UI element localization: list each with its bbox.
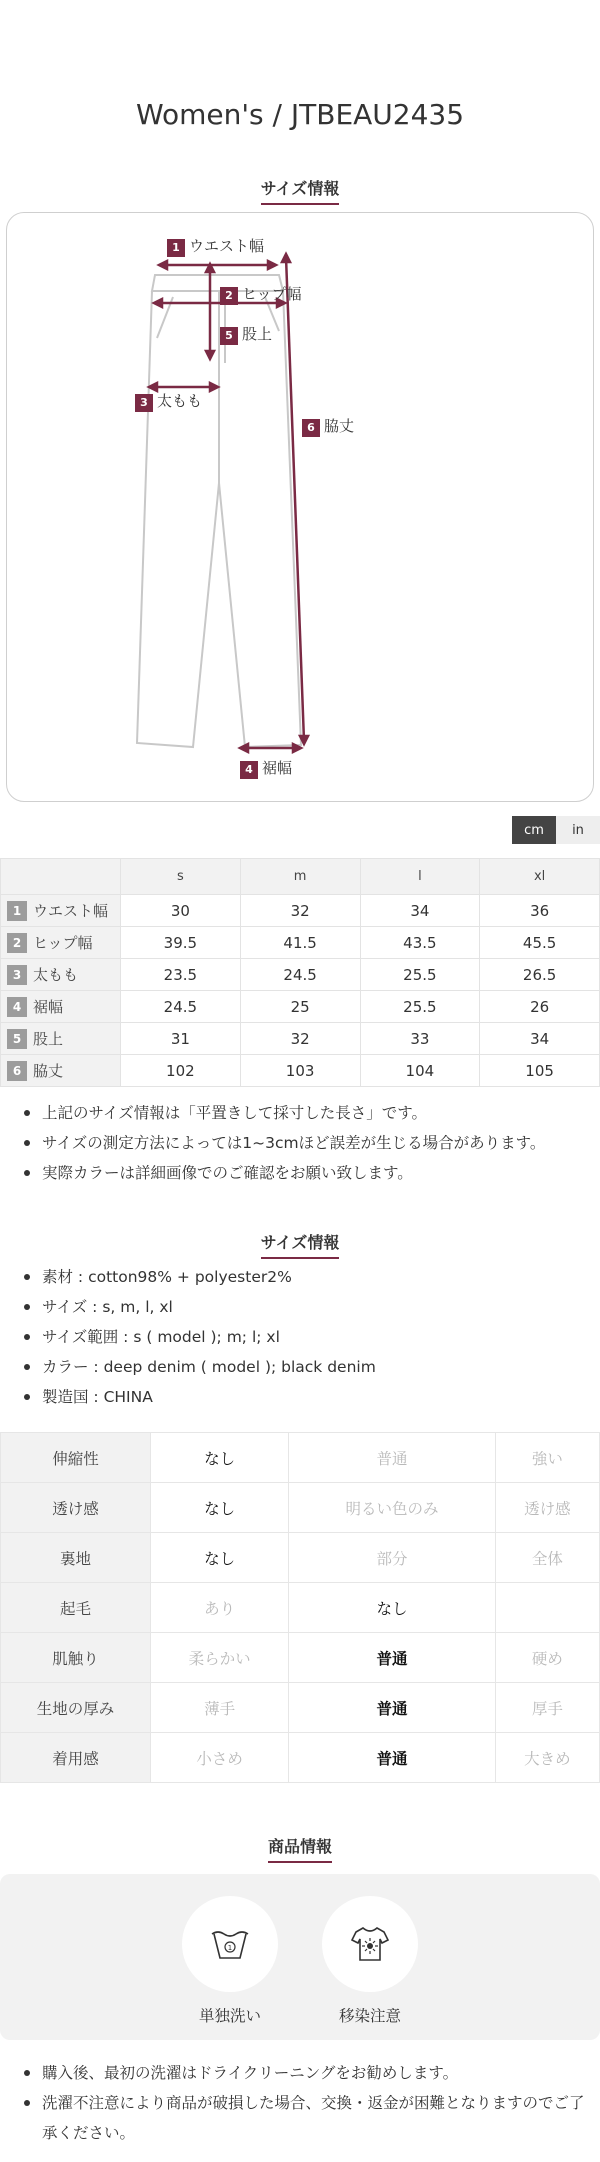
table-cell: 102	[121, 1055, 241, 1087]
property-option: 柔らかい	[151, 1633, 289, 1683]
row-label: 5 股上	[1, 1023, 121, 1055]
unit-in-button[interactable]: in	[556, 816, 600, 844]
diagram-label-hip: 2 ヒップ幅	[220, 283, 302, 305]
property-option: 小さめ	[151, 1733, 289, 1783]
table-cell: 45.5	[480, 927, 600, 959]
property-option: 強い	[495, 1433, 599, 1483]
diagram-label-hem: 4 裾幅	[240, 757, 292, 779]
table-cell: 24.5	[240, 959, 360, 991]
table-row	[1, 1633, 600, 1683]
property-option: なし	[151, 1483, 289, 1533]
property-option: 全体	[495, 1533, 599, 1583]
list-item: 洗濯不注意により商品が破損した場合、交換・返金が困難となりますのでご了承ください。	[20, 2088, 590, 2148]
property-option: なし	[151, 1533, 289, 1583]
list-item: サイズ範囲 : s ( model ); m; l; xl	[20, 1322, 590, 1352]
property-option: 薄手	[151, 1683, 289, 1733]
list-item: 上記のサイズ情報は「平置きして採寸した長さ」です。	[20, 1098, 590, 1128]
size-notes	[20, 1098, 590, 1188]
row-label: 1 ウエスト幅	[1, 895, 121, 927]
list-item: 実際カラーは詳細画像でのご確認をお願い致します。	[20, 1158, 590, 1188]
table-row	[1, 1483, 600, 1533]
product-info-list	[20, 1262, 590, 1412]
size-col-m: m	[240, 859, 360, 895]
care-item-hand-wash	[182, 1896, 278, 2026]
list-item: サイズ : s, m, l, xl	[20, 1292, 590, 1322]
unit-toggle[interactable]	[512, 816, 600, 844]
table-cell: 25.5	[360, 991, 480, 1023]
table-cell: 30	[121, 895, 241, 927]
dye-transfer-shirt-icon	[322, 1896, 418, 1992]
size-col-xl: xl	[480, 859, 600, 895]
table-cell: 34	[360, 895, 480, 927]
table-cell: 32	[240, 895, 360, 927]
table-cell: 31	[121, 1023, 241, 1055]
size-table	[0, 858, 600, 1087]
table-cell: 43.5	[360, 927, 480, 959]
fabric-properties-table	[0, 1432, 600, 1783]
size-table-corner	[1, 859, 121, 895]
care-label: 移染注意	[338, 2007, 401, 2025]
table-cell: 104	[360, 1055, 480, 1087]
table-row	[1, 1733, 600, 1783]
table-cell: 39.5	[121, 927, 241, 959]
size-col-s: s	[121, 859, 241, 895]
table-row	[1, 1533, 600, 1583]
size-section-title: サイズ情報	[0, 176, 600, 205]
property-name: 着用感	[1, 1733, 151, 1783]
property-option: 普通	[289, 1633, 495, 1683]
table-row	[1, 1023, 600, 1055]
property-option: 透け感	[495, 1483, 599, 1533]
list-item: 購入後、最初の洗濯はドライクリーニングをお勧めします。	[20, 2058, 590, 2088]
property-option: なし	[151, 1433, 289, 1483]
property-option: 硬め	[495, 1633, 599, 1683]
table-row	[1, 1683, 600, 1733]
table-cell: 41.5	[240, 927, 360, 959]
table-cell: 25.5	[360, 959, 480, 991]
table-cell: 26	[480, 991, 600, 1023]
size-table-header	[1, 859, 600, 895]
table-cell: 36	[480, 895, 600, 927]
care-label: 単独洗い	[198, 2007, 261, 2025]
property-name: 伸縮性	[1, 1433, 151, 1483]
unit-cm-button[interactable]: cm	[512, 816, 556, 844]
table-row	[1, 1055, 600, 1087]
property-option: 厚手	[495, 1683, 599, 1733]
table-cell: 105	[480, 1055, 600, 1087]
row-label: 2 ヒップ幅	[1, 927, 121, 959]
property-name: 肌触り	[1, 1633, 151, 1683]
diagram-label-outseam: 6 脇丈	[302, 415, 354, 437]
property-name: 起毛	[1, 1583, 151, 1633]
property-option: 部分	[289, 1533, 495, 1583]
page-title: Women's / JTBEAU2435	[135, 98, 465, 131]
diagram-label-rise: 5 股上	[220, 323, 272, 345]
table-row	[1, 1433, 600, 1483]
property-option: 普通	[289, 1683, 495, 1733]
property-option	[495, 1583, 599, 1633]
list-item: カラー : deep denim ( model ); black denim	[20, 1352, 590, 1382]
list-item: サイズの測定方法によっては1~3cmほど誤差が生じる場合があります。	[20, 1128, 590, 1158]
table-cell: 32	[240, 1023, 360, 1055]
table-cell: 103	[240, 1055, 360, 1087]
row-label: 6 脇丈	[1, 1055, 121, 1087]
table-cell: 25	[240, 991, 360, 1023]
diagram-label-waist: 1 ウエスト幅	[167, 235, 264, 257]
table-row	[1, 927, 600, 959]
size-col-l: l	[360, 859, 480, 895]
property-name: 透け感	[1, 1483, 151, 1533]
list-item: 素材 : cotton98% + polyester2%	[20, 1262, 590, 1292]
table-cell: 33	[360, 1023, 480, 1055]
care-instructions-box	[0, 1874, 600, 2040]
table-row	[1, 959, 600, 991]
table-cell: 26.5	[480, 959, 600, 991]
property-option: あり	[151, 1583, 289, 1633]
property-name: 生地の厚み	[1, 1683, 151, 1733]
svg-text:1: 1	[227, 1944, 233, 1952]
table-row	[1, 1583, 600, 1633]
product-section-title: 商品情報	[0, 1834, 600, 1863]
property-option: 普通	[289, 1433, 495, 1483]
diagram-label-thigh: 3 太もも	[135, 390, 202, 412]
table-cell: 23.5	[121, 959, 241, 991]
property-name: 裏地	[1, 1533, 151, 1583]
care-notes	[20, 2058, 590, 2148]
hand-wash-icon	[182, 1896, 278, 1992]
care-item-dye-transfer	[322, 1896, 418, 2026]
table-cell: 34	[480, 1023, 600, 1055]
row-label: 4 裾幅	[1, 991, 121, 1023]
property-option: 大きめ	[495, 1733, 599, 1783]
row-label: 3 太もも	[1, 959, 121, 991]
table-cell: 24.5	[121, 991, 241, 1023]
info-section-title: サイズ情報	[0, 1230, 600, 1259]
table-row	[1, 991, 600, 1023]
property-option: 明るい色のみ	[289, 1483, 495, 1533]
property-option: なし	[289, 1583, 495, 1633]
table-row	[1, 895, 600, 927]
property-option: 普通	[289, 1733, 495, 1783]
size-diagram	[6, 212, 594, 802]
list-item: 製造国 : CHINA	[20, 1382, 590, 1412]
